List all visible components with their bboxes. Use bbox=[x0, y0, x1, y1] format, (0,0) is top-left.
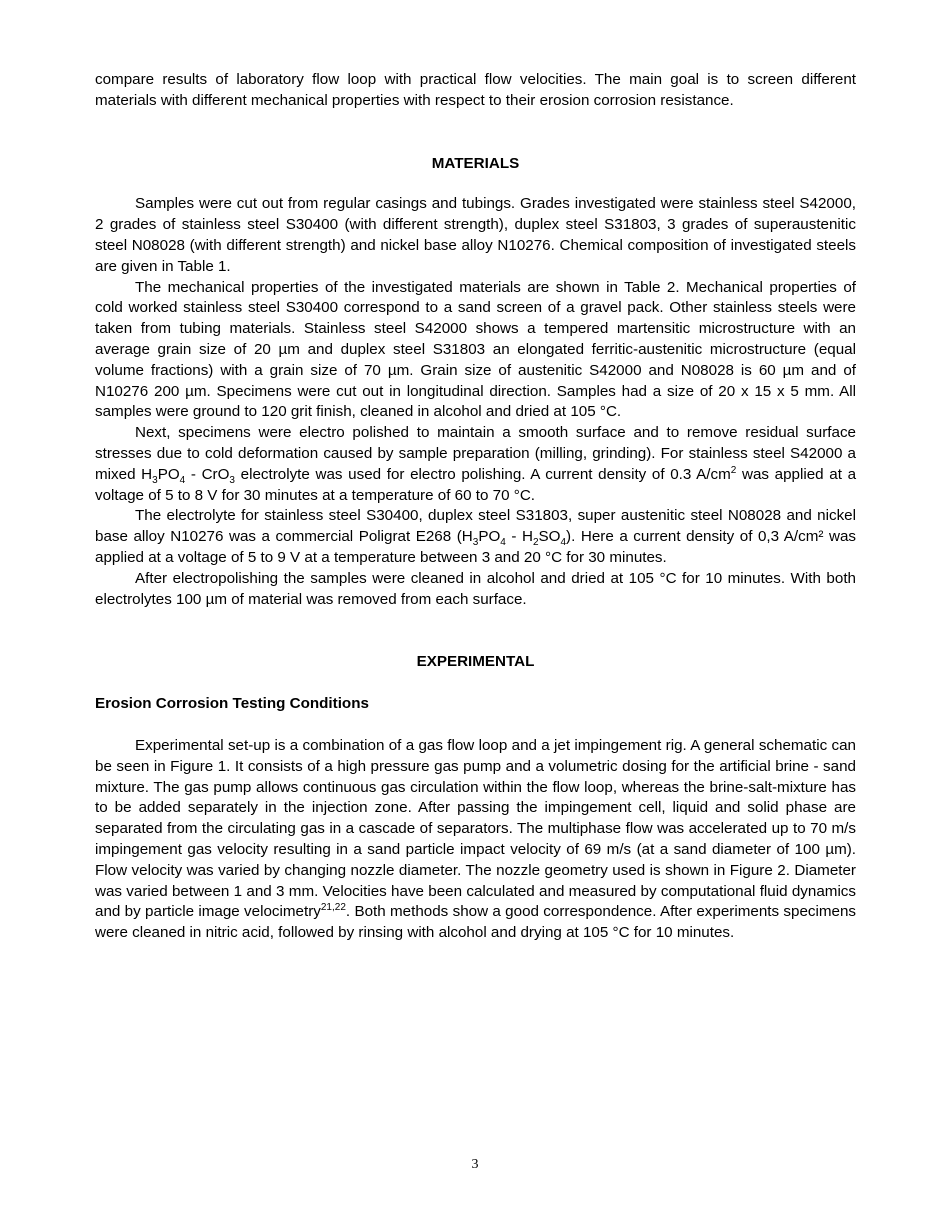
text-run: - H bbox=[505, 528, 533, 546]
page-body bbox=[95, 70, 856, 944]
superscript: 2 bbox=[730, 464, 737, 476]
reference-superscript: 21,22 bbox=[320, 902, 346, 914]
testing-conditions-subheading: Erosion Corrosion Testing Conditions bbox=[95, 695, 369, 713]
text-run: PO bbox=[478, 528, 501, 546]
text-run: was applied at a voltage of 5 to 8 V for 30 minutes at a temperature of 60 to 70 °C. bbox=[95, 465, 857, 504]
text-run: Next, specimens were electro polished to maintain a smooth surface and to remove residual surface stresses due to cold deformation caused by sample preparation (milling, grinding). For stainless steel S42000 a mixed H bbox=[95, 424, 856, 483]
materials-paragraph-1: Samples were cut out from regular casings and tubings. Grades investigated were stainless steel S42000, 2 grades of stainless steel S30400 (with different strength), duplex steel S31803, 3 grades of superaustenitic steel N08028 (with different strength) and nickel base alloy N10276. Chemical composition of investigated steels are given in Table 1. bbox=[95, 195, 856, 275]
subscript: 4 bbox=[500, 537, 506, 549]
text-run: SO bbox=[538, 528, 561, 546]
text-run: PO bbox=[157, 465, 180, 483]
experimental-paragraph-1 bbox=[95, 736, 856, 944]
subscript: 4 bbox=[560, 537, 567, 549]
materials-paragraph-2: The mechanical properties of the investigated materials are shown in Table 2. Mechanical properties of cold worked stainless steel S30400 correspond to a sand screen of a gravel pack. Other stainless steels were taken from tubing materials. Stainless steel S42000 shows a tempered martensitic microstructure with an average grain size of 20 µm and duplex steel S31803 an elongated ferritic-austenitic microstructure (equal volume fractions) with a grain size of 70 µm. Grain size of austenitic S42000 and N08028 is 60 µm and of N10276 200 µm. Specimens were cut out in longitudinal direction. Samples had a size of 20 x 15 x 5 mm. All samples were ground to 120 grit finish, cleaned in alcohol and dried at 105 °C. bbox=[95, 278, 856, 421]
subscript: 3 bbox=[229, 474, 235, 486]
intro-paragraph: compare results of laboratory flow loop with practical flow velocities. The main goal is to screen different materials with different mechanical properties with respect to their erosion corrosion resistance. bbox=[95, 71, 856, 109]
text-run: - CrO bbox=[185, 465, 230, 483]
materials-heading: MATERIALS bbox=[431, 154, 520, 172]
text-run: electrolyte was used for electro polishing. A current density of 0.3 A/cm bbox=[234, 465, 731, 483]
subscript: 3 bbox=[472, 537, 479, 549]
subscript: 4 bbox=[179, 474, 186, 486]
text-run: The electrolyte for stainless steel S30400, duplex steel S31803, super austenitic steel N08028 and nickel base alloy N10276 was a commercial Poligrat E268 (H bbox=[95, 507, 856, 546]
page-number: 3 bbox=[471, 1157, 479, 1172]
text-run: . Both methods show a good correspondence. After experiments specimens were cleaned in nitric acid, followed by rinsing with alcohol and drying at 105 °C for 10 minutes. bbox=[95, 903, 857, 942]
materials-paragraph-4 bbox=[95, 506, 856, 568]
materials-paragraph-5: After electropolishing the samples were cleaned in alcohol and dried at 105 °C for 10 minutes. With both electrolytes 100 µm of material was removed from each surface. bbox=[95, 569, 856, 608]
text-run: ). Here a current density of 0,3 A/cm² was applied at a voltage of 5 to 9 V at a temperature between 3 and 20 °C for 30 minutes. bbox=[95, 528, 856, 566]
subscript: 2 bbox=[532, 537, 539, 549]
subscript: 3 bbox=[152, 474, 158, 486]
materials-paragraph-3 bbox=[95, 423, 856, 506]
experimental-heading: EXPERIMENTAL bbox=[416, 653, 535, 671]
text-run: Experimental set-up is a combination of a gas flow loop and a jet impingement rig. A general schematic can be seen in Figure 1. It consists of a high pressure gas pump and a volumetric dosing for the artificial brine - sand mixture. The gas pump allows continuous gas circulation within the flow loop, whereas the brine-salt-mixture has to be added separately in the injection zone. After passing the impingement cell, liquid and solid phase are separated from the circulating gas in a cascade of separators. The multiphase flow was accelerated up to 70 m/s impingement gas velocity resulting in a sand particle impact velocity of 69 m/s (at a sand diameter of 100 µm). Flow velocity was varied by changing nozzle diameter. The nozzle geometry used is shown in Figure 2. Diameter was varied between 1 and 3 mm. Velocities have been calculated and measured by computational fluid dynamics and by particle image velocimetry bbox=[95, 736, 856, 921]
